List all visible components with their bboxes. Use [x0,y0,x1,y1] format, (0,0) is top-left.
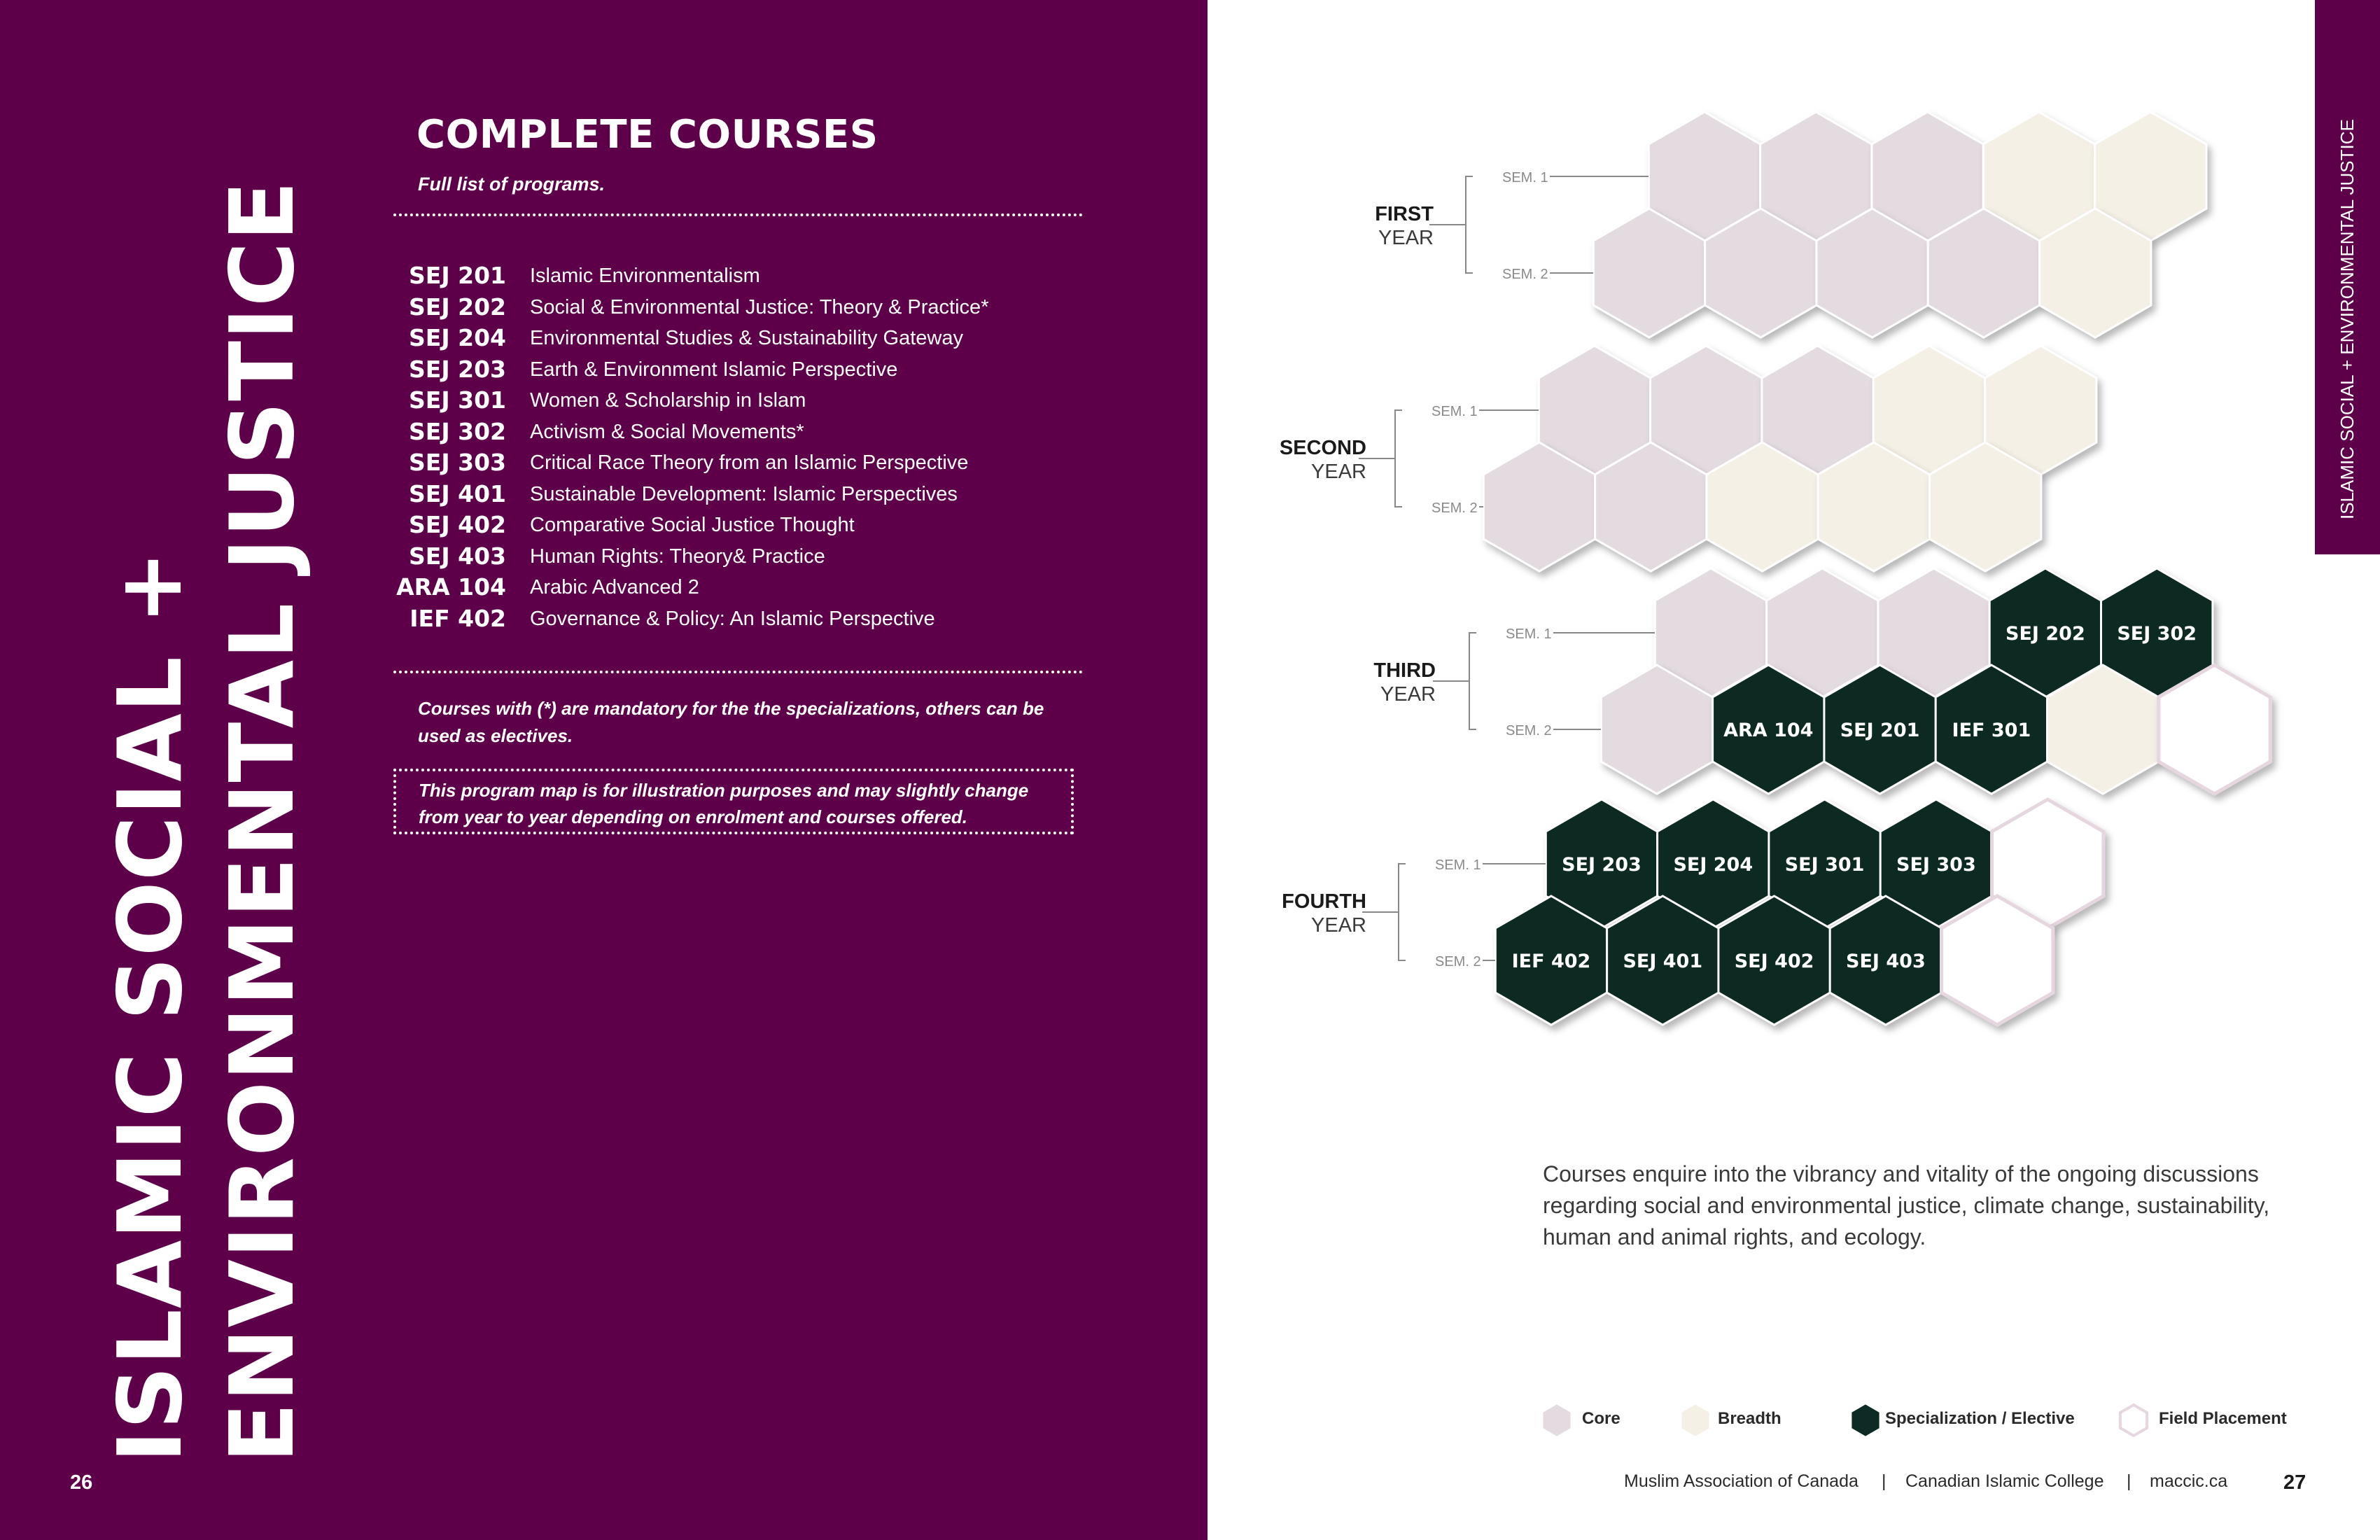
course-code: SEJ 402 [409,511,506,538]
legend-label: Field Placement [2159,1409,2287,1428]
course-row [392,354,1092,386]
side-tab [2315,0,2380,554]
year-label-sub: YEAR [1380,683,1436,706]
legend-hex-icon [2117,1402,2150,1438]
course-code: SEJ 204 [409,324,506,351]
course-row [392,260,1092,292]
course-row [392,385,1092,416]
course-name: Governance & Policy: An Islamic Perspective [530,607,935,630]
course-name: Islamic Environmentalism [530,265,760,287]
sem-label: SEM. 1 [1432,404,1478,419]
hex-course-code: ARA 104 [1723,720,1814,741]
footer-separator: | [1882,1471,1886,1491]
program-map [1246,105,2296,1085]
legend-label: Breadth [1718,1409,1782,1428]
sem-label: SEM. 2 [1502,267,1548,282]
hex-course-code: SEJ 301 [1784,854,1865,876]
dotted-divider-bottom [393,671,1083,673]
hex-course-code: SEJ 401 [1623,951,1703,972]
year-label: SECOND [1279,437,1366,459]
year-label-sub: YEAR [1311,914,1366,937]
year-label: THIRD [1373,659,1436,682]
course-code: SEJ 202 [409,293,506,321]
legend-label: Core [1582,1409,1620,1428]
course-row [392,510,1092,541]
year-bracket [1466,176,1473,273]
sem-label: SEM. 1 [1435,858,1481,873]
page-number-right: 27 [2283,1471,2306,1494]
course-row [392,416,1092,448]
footer [1610,1471,2317,1499]
vertical-title [98,112,322,1463]
course-code: SEJ 302 [409,417,506,445]
hex-course-code: IEF 402 [1511,951,1591,972]
sem-label: SEM. 1 [1506,626,1552,642]
courses-subtitle: Full list of programs. [418,174,606,195]
course-name: Earth & Environment Islamic Perspective [530,358,898,381]
footer-separator: | [2127,1471,2132,1491]
course-row [392,541,1092,573]
course-code: SEJ 201 [409,262,506,289]
course-row [392,572,1092,603]
hex-course-code: SEJ 302 [2117,623,2197,645]
legend-hex-icon [1540,1402,1574,1438]
hex-course-code: SEJ 402 [1734,951,1814,972]
hex-course-code: SEJ 403 [1846,951,1926,972]
course-row [392,447,1092,479]
year-bracket [1395,410,1402,507]
year-bracket [1399,864,1406,960]
hex-course-code: SEJ 204 [1673,854,1754,876]
sem-label: SEM. 2 [1432,500,1478,516]
year-label: FOURTH [1282,890,1366,913]
course-name: Human Rights: Theory& Practice [530,545,825,568]
course-row [392,323,1092,354]
hex-course-code: IEF 301 [1952,720,2031,741]
course-code: IEF 402 [410,604,506,632]
course-code: SEJ 301 [409,386,506,414]
year-label-sub: YEAR [1378,227,1434,249]
course-code: SEJ 203 [409,355,506,383]
course-code: ARA 104 [396,573,506,601]
course-name: Activism & Social Movements* [530,420,804,443]
footer-college: Canadian Islamic College [1905,1471,2104,1491]
hex-course-code: SEJ 203 [1562,854,1642,876]
course-name: Sustainable Development: Islamic Perspectives [530,482,958,505]
description: Courses enquire into the vibrancy and vitality of the ongoing discussions regarding social and environmental justice, climate change, sustainability, human and animal rights, and ecology. [1543,1161,2270,1250]
course-row [392,603,1092,635]
course-name: Comparative Social Justice Thought [530,514,855,536]
course-row [392,292,1092,323]
courses-heading: COMPLETE COURSES [416,112,878,158]
disclaimer-box: This program map is for illustration purposes and may slightly change from year to year depending on enrolment and courses offered. [393,769,1074,834]
course-name: Critical Race Theory from an Islamic Perspective [530,451,969,474]
hex-course-code: SEJ 303 [1896,854,1976,876]
course-code: SEJ 303 [409,449,506,476]
title-line-1: ISLAMIC SOCIAL + [99,550,202,1463]
sem-label: SEM. 2 [1435,954,1481,969]
sem-label: SEM. 1 [1502,170,1548,186]
course-code: SEJ 401 [409,479,506,507]
dotted-divider-top [393,214,1083,216]
course-name: Environmental Studies & Sustainability Gateway [530,327,963,349]
course-name: Arabic Advanced 2 [530,576,699,598]
title-line-2: ENVIRONMENTAL JUSTICE [211,180,314,1463]
footer-site: maccic.ca [2150,1471,2228,1491]
page-number-left: 26 [70,1471,93,1494]
sem-label: SEM. 2 [1506,723,1552,738]
year-label-sub: YEAR [1311,461,1366,483]
hex-course-code: SEJ 201 [1840,720,1920,741]
legend-hex-icon [1679,1402,1712,1438]
course-code: SEJ 403 [409,542,506,570]
footer-org: Muslim Association of Canada [1624,1471,1858,1491]
legend-hex-icon [1849,1402,1882,1438]
year-label: FIRST [1375,203,1434,225]
side-tab-label: ISLAMIC SOCIAL + ENVIRONMENTAL JUSTICE [2337,119,2358,519]
hex-course-code: SEJ 202 [2005,623,2085,645]
course-list [392,260,1092,634]
course-row [392,479,1092,510]
course-name: Women & Scholarship in Islam [530,389,806,412]
mandatory-note: Courses with (*) are mandatory for the the specializations, others can be used as electives. [418,698,1044,746]
year-bracket [1469,633,1476,729]
course-name: Social & Environmental Justice: Theory & Practice* [530,295,989,318]
legend-label: Specialization / Elective [1885,1409,2075,1428]
legend [1540,1396,2324,1446]
